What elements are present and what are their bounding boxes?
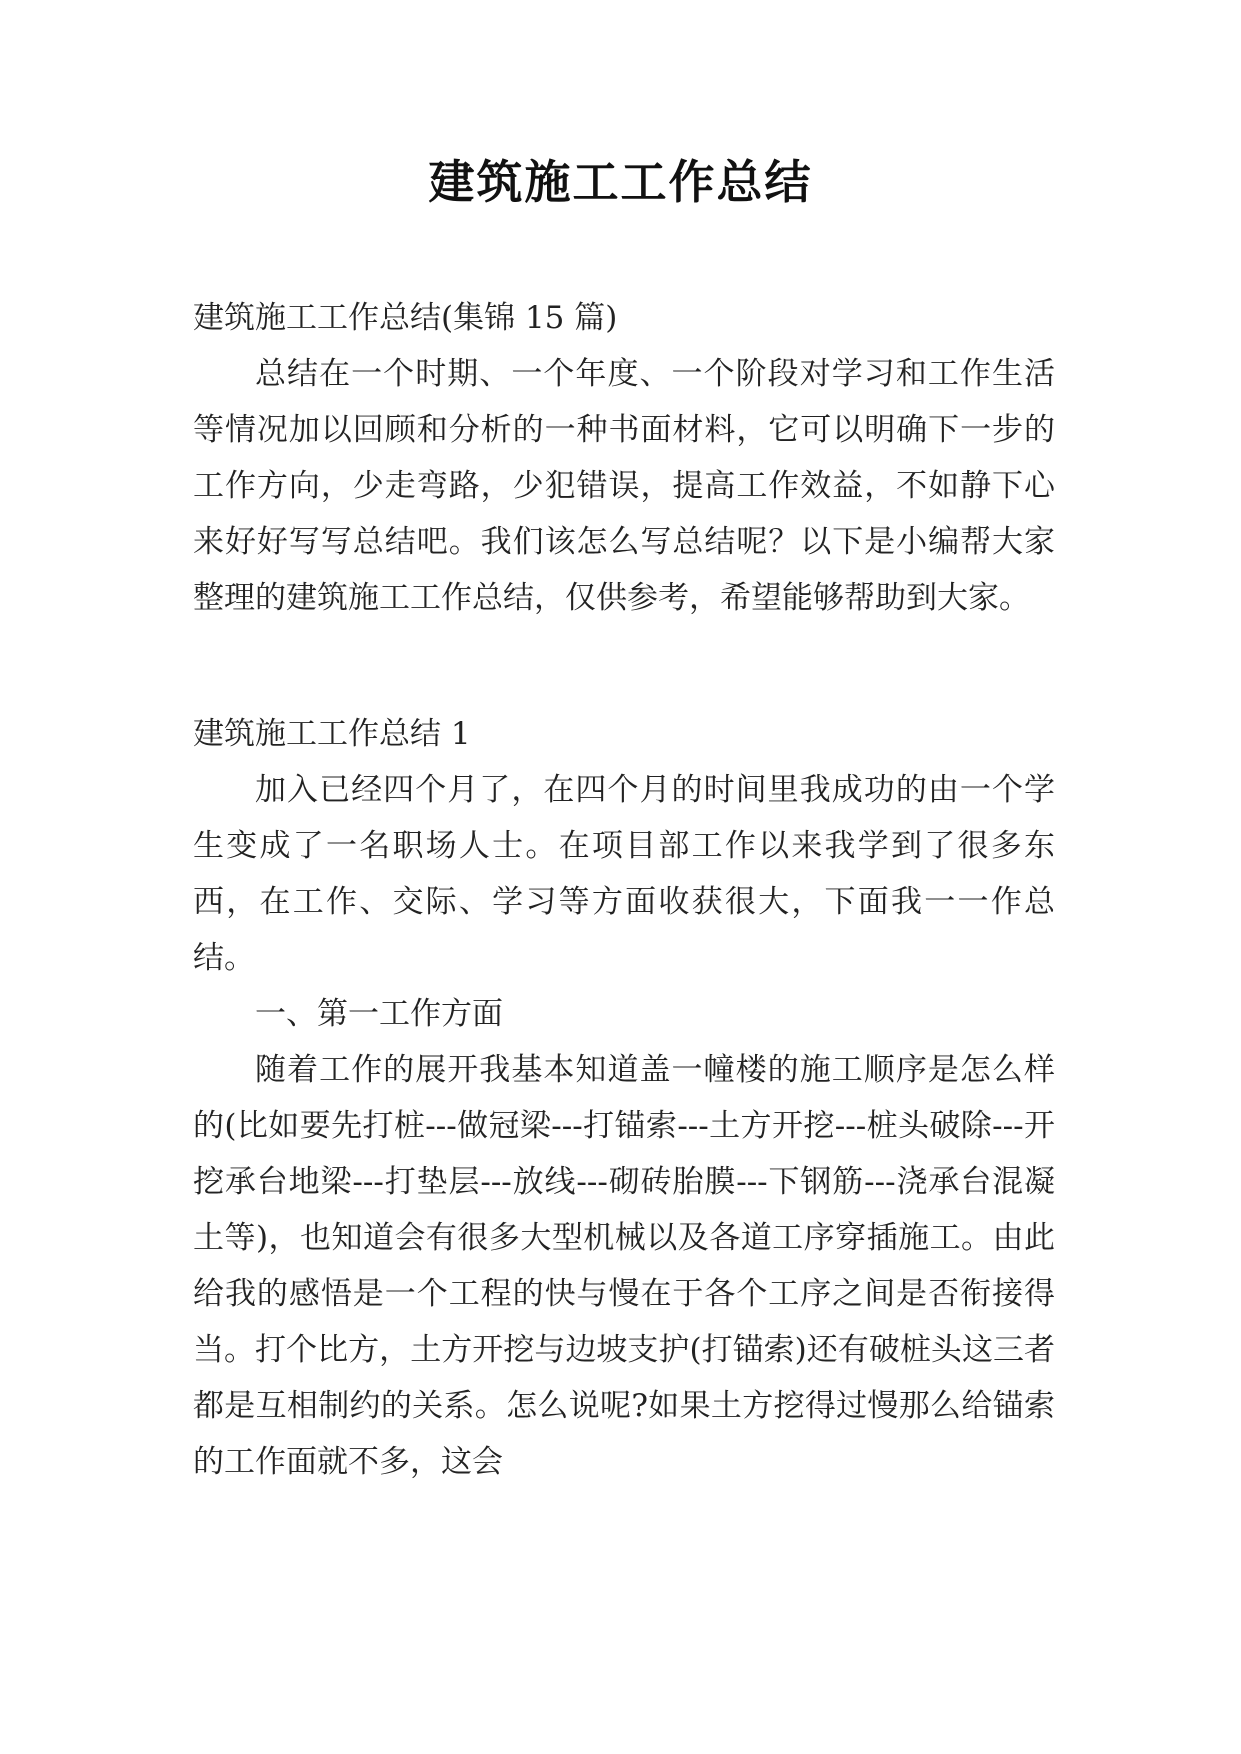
document-title: 建筑施工工作总结: [428, 155, 813, 209]
intro-paragraph: 总结在一个时期、一个年度、一个阶段对学习和工作生活等情况加以回顾和分析的一种书面材料，它可以明确下一步的工作方向，少走弯路，少犯错误，提高工作效益，不如静下心来好好写写总结吧。我们该怎么写总结呢？以下是小编帮大家整理的建筑施工工作总结，仅供参考，希望能够帮助到大家。: [193, 356, 1055, 616]
document-body: [193, 290, 1055, 1490]
section-1-subheading: 一、第一工作方面: [255, 996, 503, 1032]
section-1-paragraph-1: 加入已经四个月了，在四个月的时间里我成功的由一个学生变成了一名职场人士。在项目部工作以来我学到了很多东西，在工作、交际、学习等方面收获很大，下面我一一作总结。: [193, 772, 1055, 976]
section-1-paragraph-2: 随着工作的展开我基本知道盖一幢楼的施工顺序是怎么样的(比如要先打桩---做冠梁---打锚索---土方开挖---桩头破除---开挖承台地梁---打垫层---放线---砌砖胎膜---下钢筋---浇承台混凝土等)，也知道会有很多大型机械以及各道工序穿插施工。由此给我的感悟是一个工程的快与慢在于各个工序之间是否衔接得当。打个比方，土方开挖与边坡支护(打锚索)还有破桩头这三者都是互相制约的关系。怎么说呢?如果土方挖得过慢那么给锚索的工作面就不多，这会: [193, 1052, 1055, 1480]
collection-subtitle: 建筑施工工作总结(集锦 15 篇): [193, 300, 618, 336]
section-spacer: [193, 626, 1055, 706]
section-heading-1: 建筑施工工作总结 1: [193, 716, 471, 752]
